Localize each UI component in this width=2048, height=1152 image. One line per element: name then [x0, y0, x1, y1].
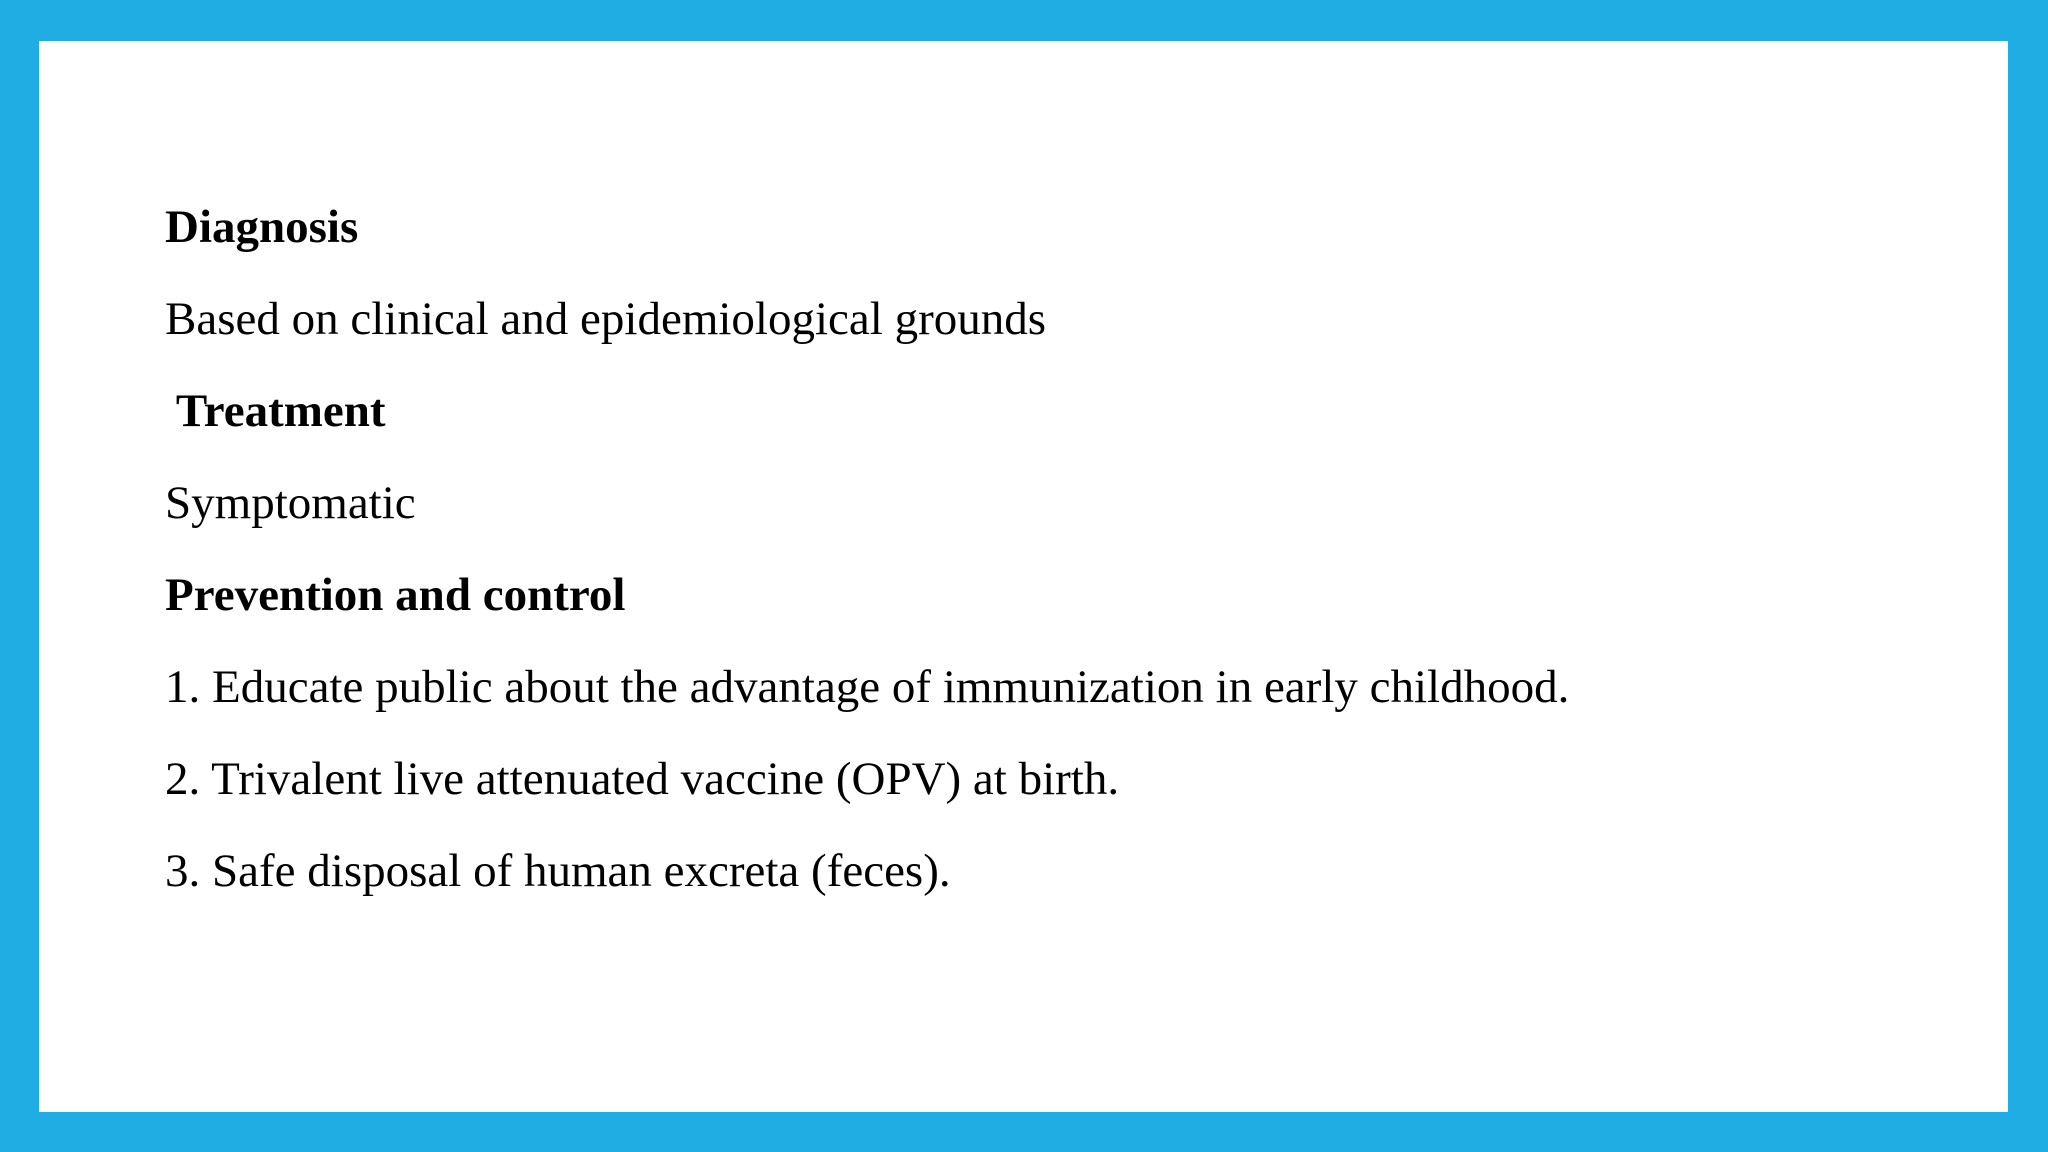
slide-content-area — [39, 41, 2008, 1112]
slide-text-block — [165, 181, 1569, 917]
diagnosis-text: Based on clinical and epidemiological grounds — [165, 293, 1047, 345]
prevention-item-1: 1. Educate public about the advantage of immunization in early childhood. — [165, 661, 1570, 713]
treatment-heading: Treatment — [165, 385, 386, 437]
diagnosis-heading: Diagnosis — [165, 201, 359, 253]
prevention-heading: Prevention and control — [165, 569, 626, 621]
prevention-item-2: 2. Trivalent live attenuated vaccine (OPV) at birth. — [165, 753, 1120, 805]
treatment-text: Symptomatic — [165, 477, 416, 529]
prevention-item-3: 3. Safe disposal of human excreta (feces). — [165, 845, 951, 897]
